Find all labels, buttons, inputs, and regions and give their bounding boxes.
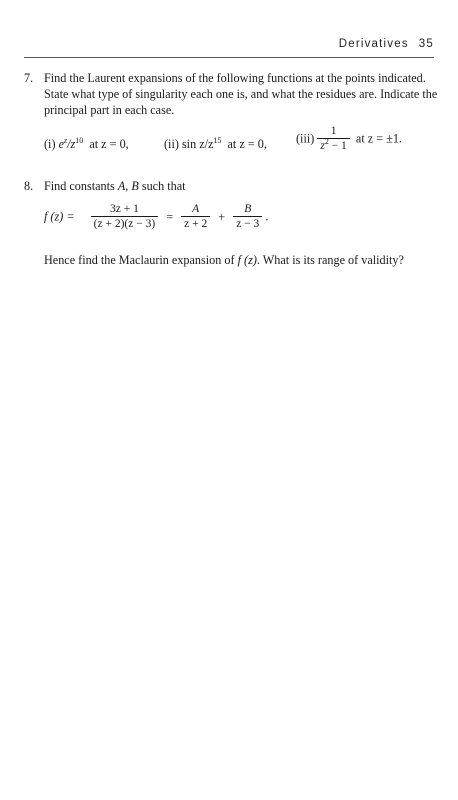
fraction-3: $\frac{B}{z - 3}$ (233, 202, 262, 231)
chapter-title: Derivatives (338, 38, 409, 50)
problem-7-part-i: (i) $e^z/z^{10}$ at z = 0, (44, 136, 129, 151)
problem-8 (24, 178, 438, 268)
problem-8-text: Find constants A, B such that (44, 179, 186, 193)
problem-7-parts (44, 126, 438, 164)
running-header (339, 38, 434, 50)
problem-8-number: 8. (24, 179, 34, 193)
page-number: 35 (418, 38, 434, 50)
problem-7-part-ii: (ii) $\sin z/z^{15}$ at z = 0, (164, 136, 267, 151)
problem-7-text: Find the Laurent expansions of the following functions at the points indicated. State what type of singularity each one is, and what the residues are. Indicate the principal part in each case. (44, 71, 438, 117)
problem-7-fraction: $\frac{1}{z^2 - 1}$ (317, 124, 349, 153)
problem-7-number: 7. (24, 71, 34, 85)
problem-7 (24, 70, 438, 164)
problem-8-equation: f (z) = $\frac{3z + 1}{(z + 2)(z - 3)}$ = $\frac{A}{z + 2}$ + $\frac{B}{z - 3}$ . (44, 203, 269, 230)
problem-8-question: Hence find the Maclaurin expansion of f (z). What is its range of validity? (44, 253, 404, 267)
fraction-2: $\frac{A}{z + 2}$ (181, 202, 210, 231)
fraction-1: $\frac{3z + 1}{(z + 2)(z - 3)}$ (91, 202, 159, 231)
header-rule (24, 57, 434, 58)
problem-7-part-iii: (iii) $\frac{1}{z^2 - 1}$ at z = ±1. (296, 125, 402, 152)
